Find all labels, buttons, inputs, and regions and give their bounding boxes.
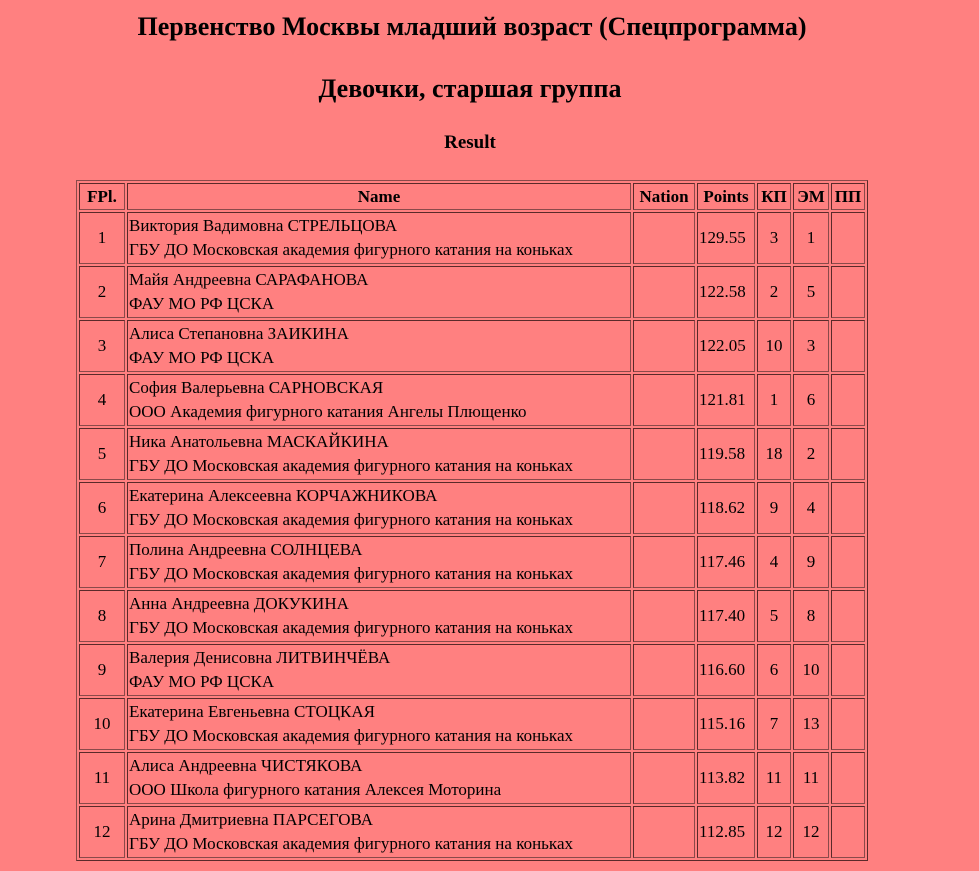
em-cell: 8: [793, 590, 829, 642]
placement-cell: 8: [79, 590, 125, 642]
em-cell: 10: [793, 644, 829, 696]
kp-cell: 6: [757, 644, 791, 696]
skater-name: София Валерьевна САРНОВСКАЯ: [129, 378, 384, 397]
skater-name: Алиса Степановна ЗАИКИНА: [129, 324, 349, 343]
points-cell: 122.05: [697, 320, 755, 372]
header-row: [79, 183, 865, 210]
points-cell: 122.58: [697, 266, 755, 318]
skater-club: ГБУ ДО Московская академия фигурного катания на коньках: [129, 510, 573, 529]
nation-cell: [633, 374, 695, 426]
em-cell: 1: [793, 212, 829, 264]
kp-cell: 18: [757, 428, 791, 480]
table-row: [79, 482, 865, 534]
placement-cell: 1: [79, 212, 125, 264]
skater-name: Майя Андреевна САРАФАНОВА: [129, 270, 369, 289]
nation-cell: [633, 482, 695, 534]
skater-cell: [127, 806, 631, 858]
table-row: [79, 806, 865, 858]
placement-cell: 5: [79, 428, 125, 480]
points-cell: 121.81: [697, 374, 755, 426]
pp-cell: [831, 590, 865, 642]
points-cell: 117.40: [697, 590, 755, 642]
skater-cell: [127, 536, 631, 588]
pp-cell: [831, 320, 865, 372]
pp-cell: [831, 212, 865, 264]
pp-cell: [831, 374, 865, 426]
skater-club: ГБУ ДО Московская академия фигурного катания на коньках: [129, 240, 573, 259]
pp-cell: [831, 644, 865, 696]
skater-cell: [127, 482, 631, 534]
column-header-pp: ПП: [831, 183, 865, 210]
skater-name: Екатерина Алексеевна КОРЧАЖНИКОВА: [129, 486, 438, 505]
skater-cell: [127, 320, 631, 372]
skater-club: ООО Академия фигурного катания Ангелы Плющенко: [129, 402, 527, 421]
skater-club: ФАУ МО РФ ЦСКА: [129, 672, 275, 691]
table-row: [79, 212, 865, 264]
kp-cell: 7: [757, 698, 791, 750]
skater-club: ООО Школа фигурного катания Алексея Моторина: [129, 780, 502, 799]
table-row: [79, 752, 865, 804]
skater-name: Валерия Денисовна ЛИТВИНЧЁВА: [129, 648, 391, 667]
placement-cell: 3: [79, 320, 125, 372]
placement-cell: 11: [79, 752, 125, 804]
table-row: [79, 590, 865, 642]
placement-cell: 7: [79, 536, 125, 588]
column-header-nation: Nation: [633, 183, 695, 210]
skater-club: ФАУ МО РФ ЦСКА: [129, 348, 275, 367]
placement-cell: 9: [79, 644, 125, 696]
pp-cell: [831, 428, 865, 480]
points-cell: 119.58: [697, 428, 755, 480]
points-cell: 117.46: [697, 536, 755, 588]
em-cell: 11: [793, 752, 829, 804]
points-cell: 129.55: [697, 212, 755, 264]
skater-cell: [127, 428, 631, 480]
em-cell: 12: [793, 806, 829, 858]
skater-name: Екатерина Евгеньевна СТОЦКАЯ: [129, 702, 375, 721]
section-heading: Result: [444, 132, 496, 153]
pp-cell: [831, 806, 865, 858]
em-cell: 6: [793, 374, 829, 426]
column-header-em: ЭМ: [793, 183, 829, 210]
table-row: [79, 536, 865, 588]
skater-name: Ника Анатольевна МАСКАЙКИНА: [129, 432, 389, 451]
skater-name: Анна Андреевна ДОКУКИНА: [129, 594, 349, 613]
skater-club: ГБУ ДО Московская академия фигурного катания на коньках: [129, 564, 573, 583]
table-row: [79, 698, 865, 750]
nation-cell: [633, 320, 695, 372]
skater-name: Полина Андреевна СОЛНЦЕВА: [129, 540, 363, 559]
em-cell: 2: [793, 428, 829, 480]
column-header-name: Name: [127, 183, 631, 210]
placement-cell: 2: [79, 266, 125, 318]
column-header-fpl: FPl.: [79, 183, 125, 210]
category-subtitle: Девочки, старшая группа: [318, 74, 622, 103]
em-cell: 4: [793, 482, 829, 534]
skater-name: Алиса Андреевна ЧИСТЯКОВА: [129, 756, 363, 775]
em-cell: 5: [793, 266, 829, 318]
placement-cell: 10: [79, 698, 125, 750]
nation-cell: [633, 266, 695, 318]
kp-cell: 5: [757, 590, 791, 642]
kp-cell: 1: [757, 374, 791, 426]
nation-cell: [633, 752, 695, 804]
skater-club: ГБУ ДО Московская академия фигурного катания на коньках: [129, 834, 573, 853]
pp-cell: [831, 482, 865, 534]
kp-cell: 11: [757, 752, 791, 804]
em-cell: 13: [793, 698, 829, 750]
placement-cell: 6: [79, 482, 125, 534]
nation-cell: [633, 644, 695, 696]
kp-cell: 2: [757, 266, 791, 318]
table-row: [79, 428, 865, 480]
pp-cell: [831, 752, 865, 804]
kp-cell: 4: [757, 536, 791, 588]
skater-name: Виктория Вадимовна СТРЕЛЬЦОВА: [129, 216, 398, 235]
points-cell: 113.82: [697, 752, 755, 804]
skater-cell: [127, 374, 631, 426]
results-table: [76, 180, 868, 861]
nation-cell: [633, 536, 695, 588]
points-cell: 116.60: [697, 644, 755, 696]
nation-cell: [633, 698, 695, 750]
column-header-kp: КП: [757, 183, 791, 210]
table-row: [79, 374, 865, 426]
kp-cell: 12: [757, 806, 791, 858]
kp-cell: 3: [757, 212, 791, 264]
page-title: Первенство Москвы младший возраст (Спецпрограмма): [137, 12, 807, 41]
skater-club: ФАУ МО РФ ЦСКА: [129, 294, 275, 313]
em-cell: 3: [793, 320, 829, 372]
skater-club: ГБУ ДО Московская академия фигурного катания на коньках: [129, 456, 573, 475]
points-cell: 118.62: [697, 482, 755, 534]
nation-cell: [633, 428, 695, 480]
results-body: [79, 212, 865, 858]
points-cell: 112.85: [697, 806, 755, 858]
points-cell: 115.16: [697, 698, 755, 750]
skater-cell: [127, 590, 631, 642]
nation-cell: [633, 590, 695, 642]
column-header-points: Points: [697, 183, 755, 210]
skater-name: Арина Дмитриевна ПАРСЕГОВА: [129, 810, 374, 829]
em-cell: 9: [793, 536, 829, 588]
skater-cell: [127, 212, 631, 264]
skater-cell: [127, 752, 631, 804]
skater-cell: [127, 266, 631, 318]
pp-cell: [831, 536, 865, 588]
skater-club: ГБУ ДО Московская академия фигурного катания на коньках: [129, 618, 573, 637]
pp-cell: [831, 698, 865, 750]
kp-cell: 9: [757, 482, 791, 534]
skater-cell: [127, 698, 631, 750]
skater-club: ГБУ ДО Московская академия фигурного катания на коньках: [129, 726, 573, 745]
kp-cell: 10: [757, 320, 791, 372]
table-row: [79, 320, 865, 372]
nation-cell: [633, 806, 695, 858]
table-row: [79, 644, 865, 696]
skater-cell: [127, 644, 631, 696]
table-row: [79, 266, 865, 318]
placement-cell: 4: [79, 374, 125, 426]
nation-cell: [633, 212, 695, 264]
pp-cell: [831, 266, 865, 318]
placement-cell: 12: [79, 806, 125, 858]
